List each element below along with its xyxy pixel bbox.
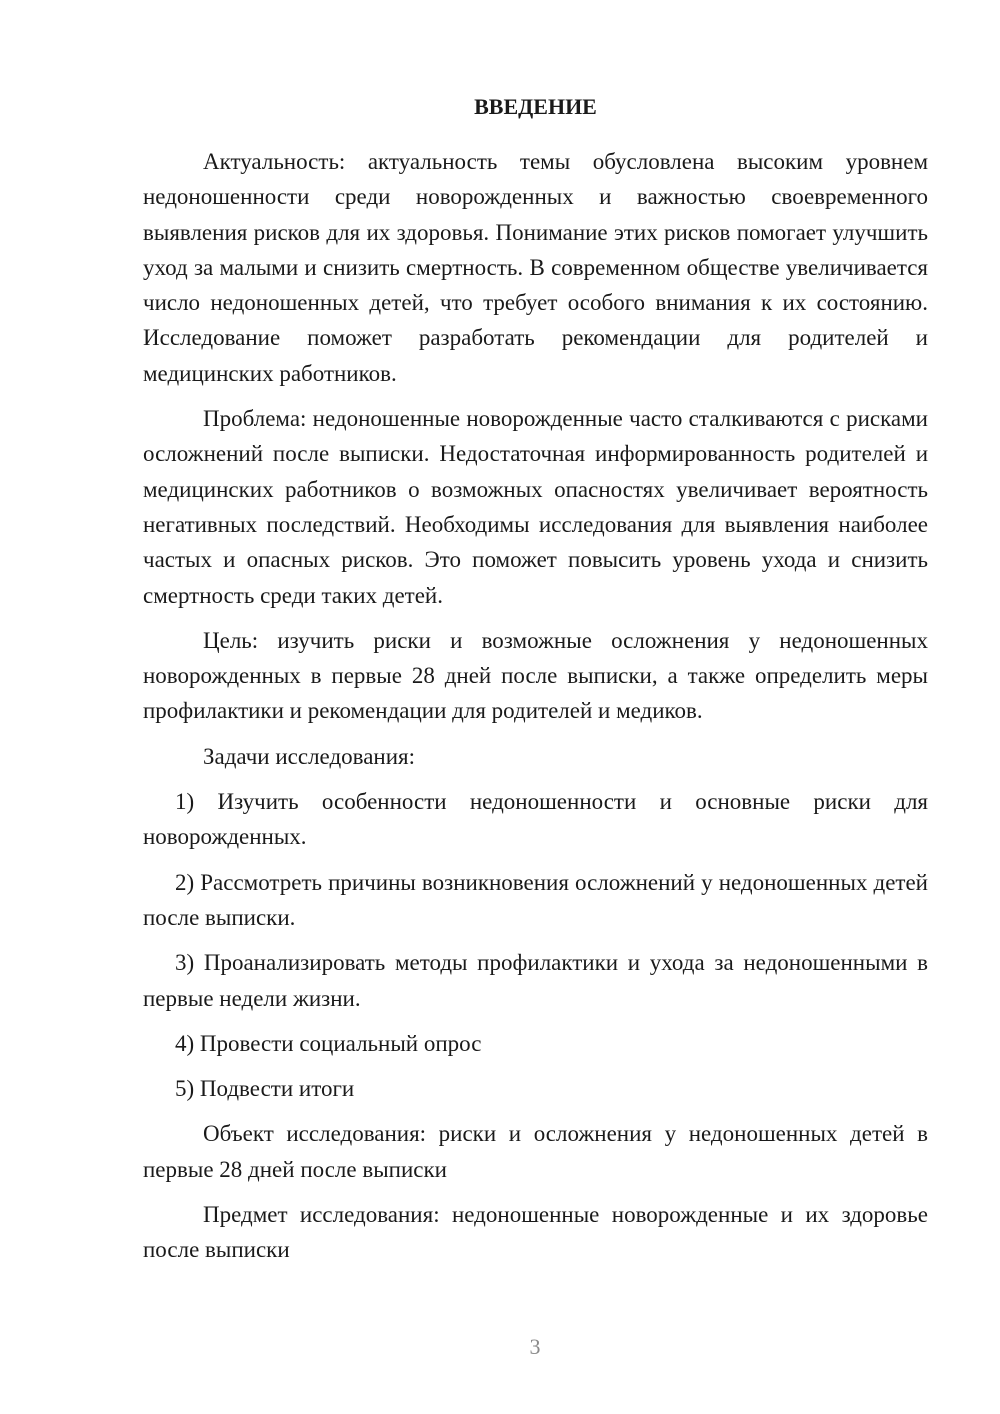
task-item-2: 2) Рассмотреть причины возникновения осложнений у недоношенных детей после выписки. [143, 869, 928, 930]
task-item-3: 3) Проанализировать методы профилактики и ухода за недоношенными в первые недели жизни. [143, 950, 928, 1011]
problem-paragraph: Проблема: недоношенные новорожденные часто сталкиваются с рисками осложнений после выписки. Недостаточная информированность родителей и медицинских работников о возможных опасностях увеличивает вероятность негативных последствий. Необходимы исследования для выявления наиболее частых и опасных рисков. Это поможет повысить уровень ухода и снизить смертность среди таких детей. [143, 406, 928, 608]
task-item-4: 4) Провести социальный опрос [175, 1030, 482, 1056]
subject-paragraph: Предмет исследования: недоношенные новорожденные и их здоровье после выписки [143, 1202, 928, 1263]
document-body [143, 92, 928, 1278]
tasks-heading: Задачи исследования: [203, 743, 416, 769]
task-item-1: 1) Изучить особенности недоношенности и основные риски для новорожденных. [143, 789, 928, 850]
object-paragraph: Объект исследования: риски и осложнения у недоношенных детей в первые 28 дней после выписки [143, 1121, 928, 1182]
section-title: ВВЕДЕНИЕ [474, 94, 597, 119]
task-item-5: 5) Подвести итоги [175, 1076, 355, 1102]
relevance-paragraph: Актуальность: актуальность темы обусловлена высоким уровнем недоношенности среди новорожденных и важностью своевременного выявления рисков для их здоровья. Понимание этих рисков помогает улучшить уход за малыми и снизить смертность. В современном обществе увеличивается число недоношенных детей, что требует особого внимания к их состоянию. Исследование поможет разработать рекомендации для родителей и медицинских работников. [143, 149, 928, 386]
page-number: 3 [529, 1334, 541, 1359]
goal-paragraph: Цель: изучить риски и возможные осложнения у недоношенных новорожденных в первые 28 дней после выписки, а также определить меры профилактики и рекомендации для родителей и медиков. [143, 627, 928, 724]
